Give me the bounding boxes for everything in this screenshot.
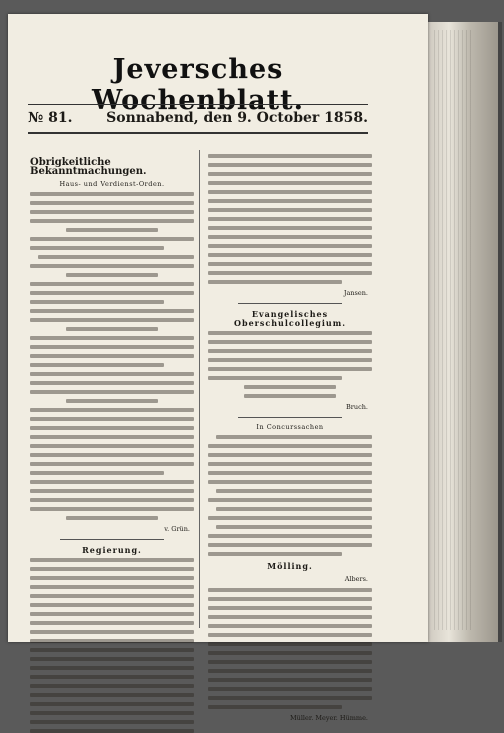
separator (60, 539, 164, 540)
left-body-text (30, 192, 194, 520)
regierung-body-text (30, 558, 194, 733)
right-body-text (208, 154, 372, 284)
masthead-rule (28, 104, 368, 105)
separator (238, 303, 342, 304)
separator (238, 417, 342, 418)
signature-albers: Albers. (344, 574, 368, 583)
column-divider (199, 150, 200, 628)
subsection-title: Haus- und Verdienst-Orden. (59, 180, 165, 189)
signature-jansen: Jansen. (343, 289, 368, 297)
concurs-body-text (208, 435, 372, 556)
signature-bruch: Bruch. (346, 403, 368, 412)
regierung-heading: Regierung. (82, 545, 142, 556)
issue-number: № 81. (28, 110, 73, 126)
issue-date: Sonnabend, den 9. October 1858. (106, 110, 368, 126)
issue-line (28, 110, 368, 126)
section-title: Obrigkeitliche Bekanntmachungen. (30, 157, 147, 178)
moelling-heading: Mölling. (267, 561, 313, 572)
sale-body-text (208, 588, 372, 709)
left-column (30, 154, 194, 624)
evangelisch-body-text (208, 331, 372, 398)
right-column (208, 154, 372, 722)
newspaper-page (8, 14, 428, 722)
masthead-title: Jeversches Wochenblatt. (92, 54, 304, 116)
page-edges (434, 30, 474, 630)
concurs-heading: In Concurssachen (256, 423, 324, 432)
signature: v. Grün. (164, 525, 190, 534)
issue-rule (28, 132, 368, 134)
footer-signatures: Müller. Meyer. Hümme. (289, 713, 368, 722)
evangelisch-heading: Evangelisches Oberschulcollegium. (234, 309, 346, 329)
